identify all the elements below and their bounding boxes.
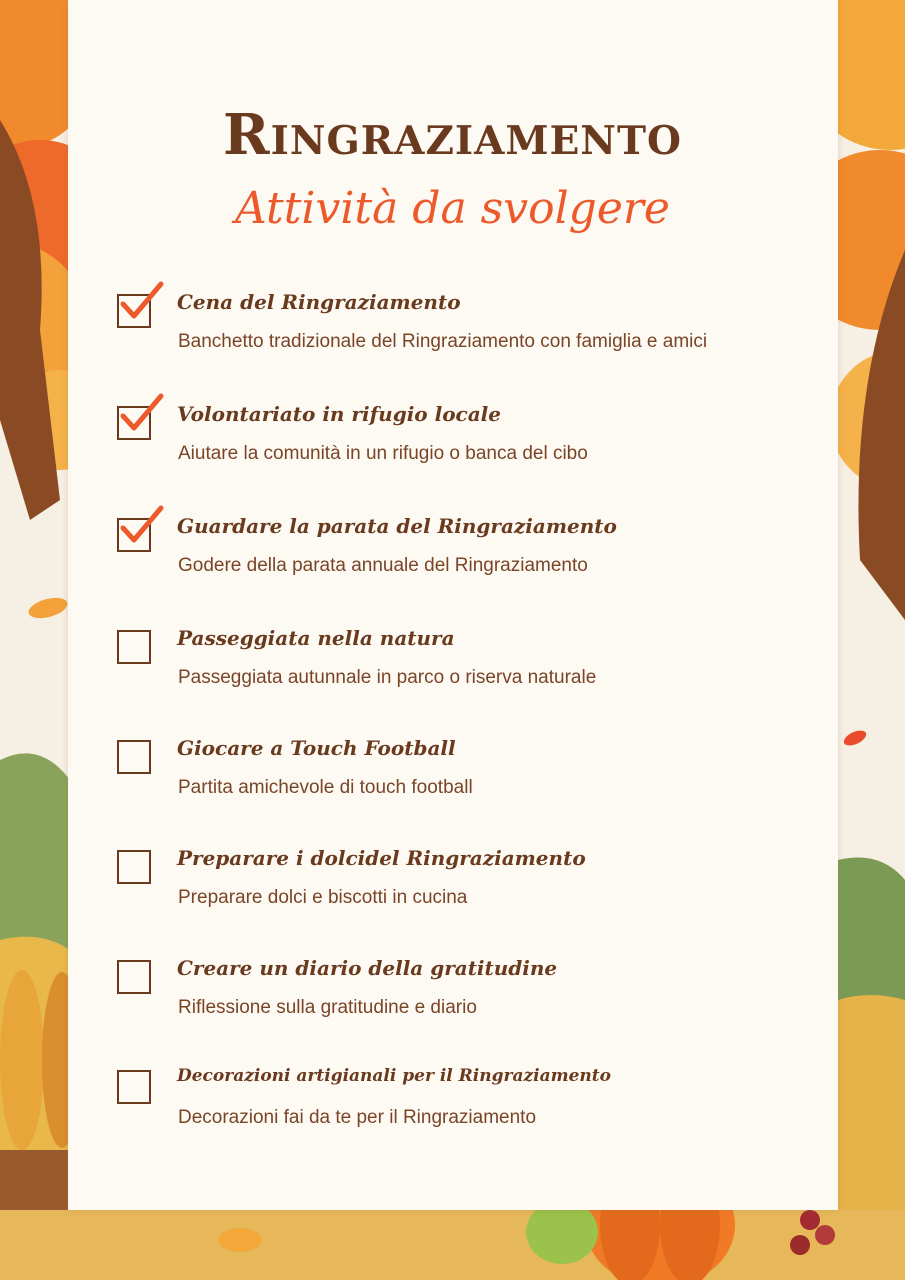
item-description: Godere della parata annuale del Ringraziamento [178,555,588,576]
item-title: Preparare i dolcidel Ringraziamento [177,846,586,870]
item-title: Guardare la parata del Ringraziamento [177,514,617,538]
page-title: Ringraziamento [223,102,682,168]
page-subtitle: Attività da svolgere [235,183,670,234]
list-item [115,508,815,598]
checkbox[interactable] [117,850,151,884]
list-item [115,620,815,710]
list-item [115,284,815,374]
item-description: Riflessione sulla gratitudine e diario [178,997,477,1018]
list-item [115,396,815,486]
item-title: Passeggiata nella natura [177,626,455,650]
list-item [115,950,815,1040]
checkbox[interactable] [117,630,151,664]
list-item [115,730,815,820]
item-description: Preparare dolci e biscotti in cucina [178,887,468,908]
item-title: Creare un diario della gratitudine [177,956,558,980]
item-description: Aiutare la comunità in un rifugio o banca del cibo [178,443,588,464]
checkmark-icon [117,390,165,436]
checkbox[interactable] [117,1070,151,1104]
item-title: Volontariato in rifugio locale [177,402,501,426]
item-title: Cena del Ringraziamento [177,290,461,314]
item-description: Decorazioni fai da te per il Ringraziamento [178,1107,537,1128]
ground-strip [0,1210,905,1280]
list-item [115,840,815,930]
checkbox[interactable] [117,960,151,994]
checkmark-icon [117,278,165,324]
item-title: Giocare a Touch Football [177,736,456,760]
checkbox[interactable] [117,740,151,774]
item-title: Decorazioni artigianali per il Ringraziamento [177,1066,611,1086]
item-description: Passeggiata autunnale in parco o riserva naturale [178,667,597,688]
item-description: Banchetto tradizionale del Ringraziamento con famiglia e amici [178,331,708,352]
item-description: Partita amichevole di touch football [178,777,473,798]
checkmark-icon [117,502,165,548]
list-item [115,1060,815,1150]
